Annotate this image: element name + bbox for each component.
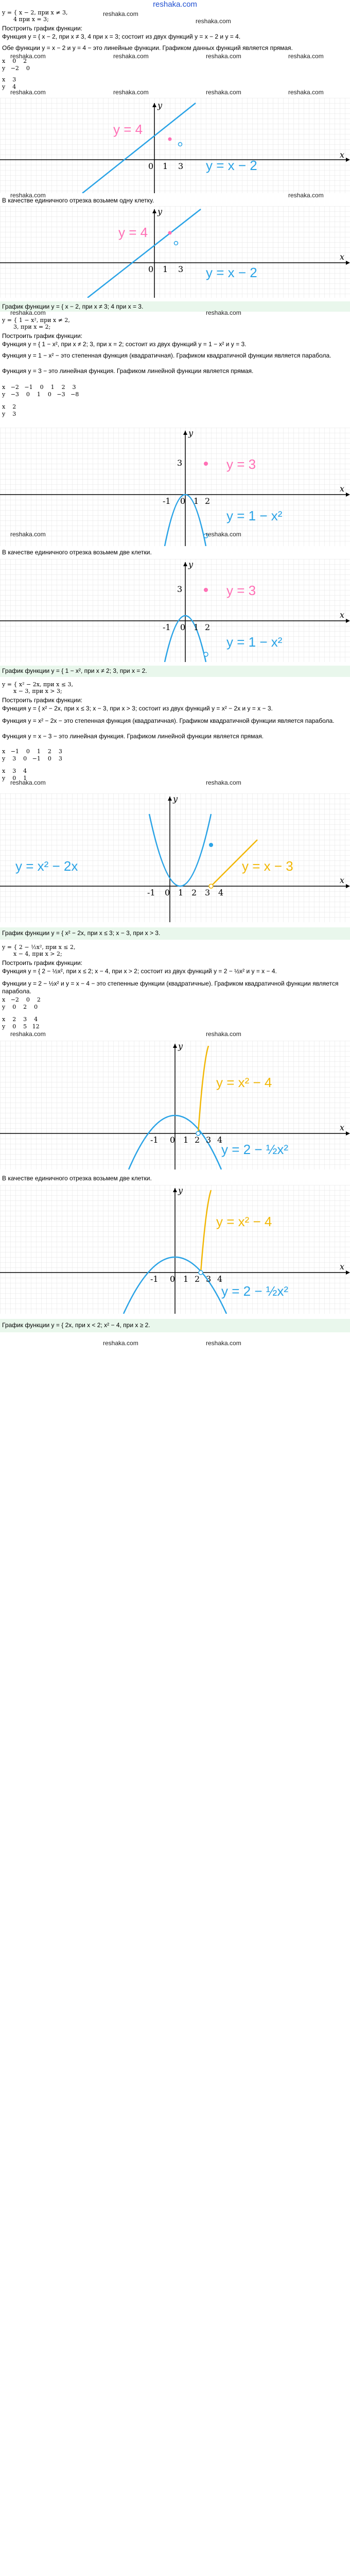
line-label: y = x − 3: [242, 858, 293, 874]
tick-label: 1: [194, 496, 199, 506]
origin-label: 0: [180, 622, 186, 632]
description-text: Функция y = x² − 2x − это степенная функция (квадратичная). Графиком квадратичной функции является парабола.: [2, 717, 335, 724]
origin-label: 0: [148, 161, 154, 171]
tick-label: 2: [191, 888, 197, 897]
func-label: y = x − 2: [206, 265, 257, 280]
tick-label: 2: [205, 496, 211, 506]
grid: [0, 793, 350, 922]
y-axis-label: y: [157, 100, 163, 110]
tick-label: -1: [163, 496, 171, 506]
y-axis-label: y: [188, 560, 194, 569]
graph-2-svg: [0, 428, 350, 546]
equation-line-2: x − 3, при x > 3;: [13, 688, 62, 694]
func-label: y = 1 − x²: [226, 508, 283, 523]
x-axis-label: x: [340, 484, 345, 494]
graph-1-svg: [0, 98, 350, 193]
x-axis-label: x: [340, 150, 345, 160]
graph-2: [0, 428, 350, 546]
tick-label: 3: [205, 888, 211, 897]
const-label: y = 3: [226, 583, 256, 598]
func-label: y = x² − 2x: [15, 858, 78, 874]
grid: [0, 428, 350, 546]
watermark: reshaka.com: [206, 1030, 241, 1038]
tick-label: 1: [194, 622, 199, 632]
graph-4: [0, 1041, 350, 1170]
tick-label: 1: [183, 1274, 189, 1284]
graph-4b: [0, 1185, 350, 1314]
func-label: y = 2 − ½x²: [221, 1142, 289, 1157]
answer-box: [0, 301, 350, 312]
origin-label: 0: [165, 888, 170, 897]
origin-label: 0: [170, 1274, 176, 1284]
equation-line-1: y = { x − 2, при x ≠ 3,: [2, 9, 68, 16]
description-text: Функция y = x − 3 − это линейная функция. Графиком линейной функции является прямая.: [2, 733, 264, 740]
x-axis-label: x: [340, 875, 345, 885]
special-point: [204, 588, 208, 592]
equation-line-2: x − 4, при x > 2;: [13, 951, 62, 957]
watermark: reshaka.com: [206, 1340, 241, 1347]
x-axis-label: x: [340, 252, 345, 262]
x-axis-label: x: [340, 1123, 345, 1132]
graph-2b: [0, 559, 350, 662]
watermark: reshaka.com: [103, 1340, 138, 1347]
tick-label: -1: [147, 888, 155, 897]
equation-line-1: y = { 1 − x², при x ≠ 2,: [2, 317, 70, 324]
watermark: reshaka.com: [10, 53, 46, 60]
func2-label: y = x² − 4: [216, 1075, 272, 1090]
value-table: x 3 y 4: [2, 76, 16, 90]
tick-label: 3: [206, 1274, 212, 1284]
graph-1: [0, 98, 350, 193]
site-title[interactable]: reshaka.com: [153, 0, 197, 9]
caption-text: В качестве единичного отрезка возьмем две клетки.: [2, 549, 152, 556]
watermark: reshaka.com: [206, 531, 241, 538]
watermark: reshaka.com: [206, 779, 241, 786]
value-table: x −1 0 1 2 3 y 3 0 −1 0 3: [2, 748, 62, 762]
task-text: Построить график функции:: [2, 25, 83, 32]
tick-label: 2: [195, 1274, 200, 1284]
caption-text: В качестве единичного отрезка возьмем две клетки.: [2, 1175, 152, 1182]
equation-line-2: 4 при x = 3;: [13, 16, 49, 23]
watermark: reshaka.com: [103, 10, 138, 18]
value-table: x 2 y 3: [2, 403, 16, 417]
tick-label: 1: [163, 161, 168, 171]
const-label: y = 3: [226, 456, 256, 472]
graph-1b: [0, 206, 350, 298]
watermark: reshaka.com: [206, 53, 241, 60]
tick-label: 3: [178, 264, 184, 274]
task-text: Построить график функции:: [2, 959, 83, 967]
func-label: y = 2 − ½x²: [221, 1283, 289, 1299]
equation-line-2: 3, при x = 2;: [13, 324, 51, 330]
x-axis-label: x: [340, 1262, 345, 1272]
graph-4-svg: [0, 1041, 350, 1170]
watermark: reshaka.com: [113, 89, 149, 96]
graph-2b-svg: [0, 559, 350, 662]
value-table: x 2 3 4 y 0 5 12: [2, 1016, 40, 1030]
x-axis-label: x: [340, 610, 345, 620]
special-point: [168, 231, 172, 235]
description-text: Обе функции y = x − 2 и y = 4 − это линейные функции. Графиком данных функций является прямая.: [2, 44, 293, 52]
tick-label: 4: [217, 1135, 223, 1145]
tick-label: 2: [205, 622, 211, 632]
watermark: reshaka.com: [288, 89, 324, 96]
special-point: [204, 462, 208, 466]
tick-label: 3: [177, 584, 183, 594]
value-table: x 3 4 y 0 1: [2, 768, 27, 782]
description-text: Функция y = 3 − это линейная функция. Графиком линейной функции является прямая.: [2, 367, 254, 375]
tick-label: 3: [178, 161, 184, 171]
watermark: reshaka.com: [10, 1030, 46, 1038]
caption-text: В качестве единичного отрезка возьмем одну клетку.: [2, 197, 154, 204]
equation-line-1: y = { 2 − ½x², при x ≤ 2,: [2, 944, 76, 951]
description-text: Функция y = 1 − x² − это степенная функция (квадратичная). Графиком квадратичной функции является парабола.: [2, 352, 331, 359]
origin-label: 0: [148, 264, 154, 274]
watermark: reshaka.com: [206, 309, 241, 316]
equation-line-1: y = { x² − 2x, при x ≤ 3,: [2, 681, 74, 688]
answer-text: График функции y = { x − 2, при x ≠ 3; 4 при x = 3.: [2, 303, 144, 310]
description-text: Функция y = { 1 − x², при x ≠ 2; 3, при x = 2; состоит из двух функций y = 1 − x² и y = 3.: [2, 341, 247, 348]
special-point: [168, 138, 172, 141]
value-table: x 0 2 y −2 0: [2, 58, 30, 72]
watermark: reshaka.com: [196, 18, 231, 25]
answer-box: [0, 927, 350, 940]
grid: [0, 98, 350, 193]
tick-label: 4: [218, 888, 224, 897]
hole-point: [179, 143, 182, 146]
tick-label: 2: [195, 1135, 200, 1145]
y-axis-label: y: [178, 1041, 183, 1051]
func-label: y = x − 2: [206, 158, 257, 173]
origin-label: 0: [170, 1135, 176, 1145]
description-text: Функция y = { 2 − ½x², при x ≤ 2; x − 4, при x > 2; состоит из двух функций y = 2 − ½x² и y = x − 4.: [2, 968, 277, 975]
origin-label: 0: [180, 496, 186, 506]
grid: [0, 559, 350, 662]
watermark: reshaka.com: [10, 89, 46, 96]
y-axis-label: y: [188, 428, 194, 438]
watermark: reshaka.com: [288, 192, 324, 199]
answer-text: График функции y = { 2x, при x < 2; x² − 4, при x ≥ 2.: [2, 1321, 150, 1329]
answer-box: [0, 1319, 350, 1332]
tick-label: -1: [163, 622, 171, 632]
task-text: Построить график функции:: [2, 332, 83, 340]
tick-label: 3: [177, 458, 183, 468]
tick-label: 1: [163, 264, 168, 274]
tick-label: 4: [217, 1274, 223, 1284]
description-text: Функция y = { x² − 2x, при x ≤ 3; x − 3, при x > 3; состоит из двух функций y = x² − 2x и y = x − 3.: [2, 705, 273, 712]
description-text: Функция y = { x − 2, при x ≠ 3, 4 при x = 3; состоит из двух функций y = x − 2 и y = 4.: [2, 33, 241, 40]
answer-text: График функции y = { x² − 2x, при x ≤ 3; x − 3, при x > 3.: [2, 929, 161, 937]
value-table: x −2 −1 0 1 2 3 y −3 0 1 0 −3 −8: [2, 384, 79, 398]
answer-box: [0, 666, 350, 677]
tick-label: 3: [206, 1135, 212, 1145]
tick-label: 1: [178, 888, 184, 897]
tick-label: -1: [150, 1135, 159, 1145]
end-point: [209, 843, 213, 847]
hole-point: [204, 652, 208, 656]
y-axis-label: y: [178, 1185, 183, 1195]
tick-label: 1: [183, 1135, 189, 1145]
graph-3-svg: [0, 793, 350, 922]
watermark: reshaka.com: [113, 53, 149, 60]
func2-label: y = x² − 4: [216, 1214, 272, 1229]
func-label: y = 1 − x²: [226, 634, 283, 650]
tick-label: -1: [150, 1274, 159, 1284]
graph-1b-svg: [0, 206, 350, 298]
watermark: reshaka.com: [288, 53, 324, 60]
watermark: reshaka.com: [10, 192, 46, 199]
value-table: x −2 0 2 y 0 2 0: [2, 996, 41, 1010]
watermark: reshaka.com: [206, 89, 241, 96]
answer-text: График функции y = { 1 − x², при x ≠ 2; 3, при x = 2.: [2, 667, 147, 674]
const-label: y = 4: [113, 122, 143, 137]
y-axis-label: y: [157, 207, 163, 216]
watermark: reshaka.com: [10, 779, 46, 786]
grid: [0, 206, 350, 298]
hole-point: [174, 242, 178, 245]
description-text: Функции y = 2 − ½x² и y = x − 4 − это степенные функции (квадратичные). Графиком квадратичной функции является парабола.: [2, 980, 339, 995]
y-axis-label: y: [173, 794, 178, 804]
graph-4b-svg: [0, 1185, 350, 1314]
graph-3: [0, 793, 350, 922]
const-label: y = 4: [118, 225, 148, 240]
watermark: reshaka.com: [10, 531, 46, 538]
watermark: reshaka.com: [10, 309, 46, 316]
task-text: Построить график функции:: [2, 697, 83, 704]
